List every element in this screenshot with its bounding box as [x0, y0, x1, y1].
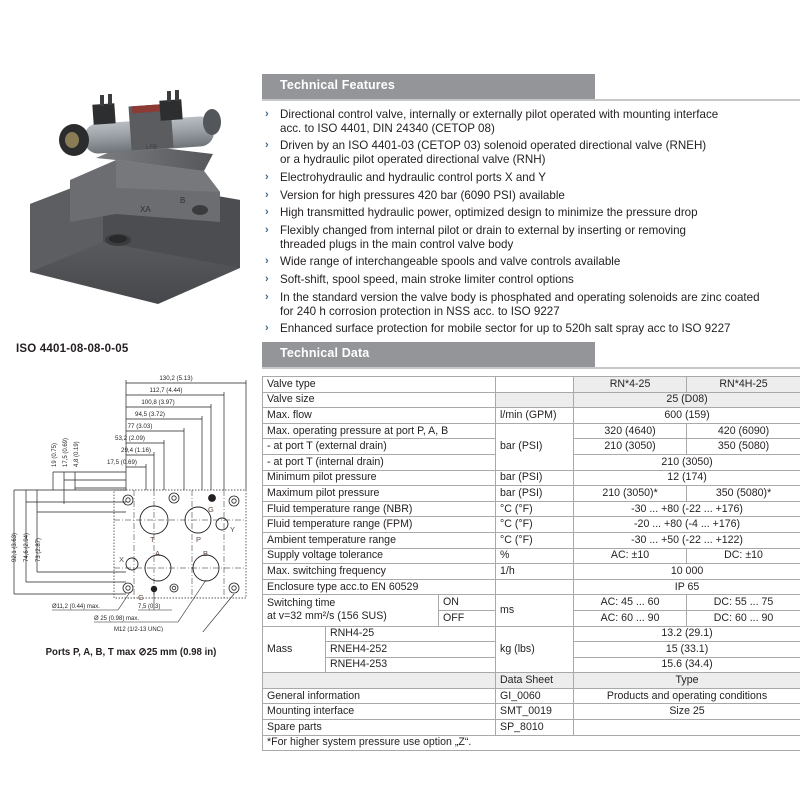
row-label: Maximum pilot pressure: [263, 486, 496, 502]
feature-item: [262, 171, 800, 185]
feature-line-1: Wide range of interchangeable spools and valve controls available: [280, 255, 621, 269]
row-unit: bar (PSI): [496, 486, 574, 502]
row-value: -30 ... +80 (-22 ... +176): [574, 501, 800, 517]
table-row: [263, 564, 800, 580]
row-value-b: 350 (5080): [687, 439, 800, 455]
mass-variant-name: RNEH4-253: [326, 657, 496, 673]
row-value-a: 210 (3050)*: [574, 486, 687, 502]
row-label: Valve size: [263, 392, 496, 408]
row-label: - at port T (internal drain): [263, 454, 496, 470]
row-value: [574, 720, 800, 736]
svg-text:17,5 (0.69): 17,5 (0.69): [107, 459, 137, 466]
chevron-right-icon: ›: [265, 322, 269, 335]
svg-text:G: G: [138, 593, 144, 602]
feature-item: [262, 189, 800, 203]
feature-item: [262, 108, 800, 135]
table-row: [263, 377, 800, 393]
row-value: -20 ... +80 (-4 ... +176): [574, 517, 800, 533]
chevron-right-icon: ›: [265, 291, 269, 304]
table-row: [263, 423, 800, 439]
feature-line-1: Driven by an ISO 4401-03 (CETOP 03) solenoid operated directional valve (RNEH): [280, 139, 707, 153]
features-header-underline: [262, 99, 800, 101]
svg-text:92,1 (3.63): 92,1 (3.63): [12, 532, 18, 562]
row-unit: °C (°F): [496, 517, 574, 533]
product-photo: [8, 72, 258, 320]
row-label: Valve type: [263, 377, 496, 393]
chevron-right-icon: ›: [265, 108, 269, 120]
row-label: [263, 673, 496, 689]
feature-line-1: Enhanced surface protection for mobile sector for up to 520h salt spray acc to ISO 9227: [280, 322, 731, 336]
feature-item: [262, 255, 800, 269]
row-unit: [496, 377, 574, 393]
mass-label: Mass: [263, 626, 326, 673]
row-unit: 1/h: [496, 564, 574, 580]
table-row: [263, 392, 800, 408]
row-value-a: AC: ±10: [574, 548, 687, 564]
row-value-a: 210 (3050): [574, 439, 687, 455]
mass-variant-value: 15 (33.1): [574, 642, 800, 658]
row-value-a: AC: 45 ... 60: [574, 595, 687, 611]
row-datasheet: SMT_0019: [496, 704, 574, 720]
svg-text:74,6 (2.94): 74,6 (2.94): [24, 532, 30, 562]
row-label: - at port T (external drain): [263, 439, 496, 455]
feature-line-1: Directional control valve, internally or externally pilot operated with mounting interface: [280, 108, 719, 121]
feature-item: [262, 322, 800, 336]
chevron-right-icon: ›: [265, 206, 269, 219]
svg-text:XA: XA: [140, 205, 151, 214]
row-label: Supply voltage tolerance: [263, 548, 496, 564]
feature-line-2: or a hydraulic pilot operated directional valve (RNH): [280, 152, 546, 166]
row-unit: kg (lbs): [496, 626, 574, 673]
row-value: -30 ... +50 (-22 ... +122): [574, 532, 800, 548]
svg-text:P: P: [196, 535, 202, 544]
feature-line-2: for 240 h corrosion protection in NSS acc. to ISO 9227: [280, 304, 560, 318]
row-label: Max. operating pressure at port P, A, B: [263, 423, 496, 439]
svg-text:Ø11,2 (0.44) max.: Ø11,2 (0.44) max.: [52, 604, 100, 610]
type-column-header: Type: [574, 673, 800, 689]
feature-line-1: Electrohydraulic and hydraulic control ports X and Y: [280, 170, 546, 184]
row-unit: [496, 392, 574, 408]
switching-time-on-sub: ON: [439, 595, 496, 611]
svg-text:94,5 (3.72): 94,5 (3.72): [135, 411, 165, 418]
chevron-right-icon: ›: [265, 255, 269, 268]
mass-variant-value: 15.6 (34.4): [574, 657, 800, 673]
row-value-b: DC: 60 ... 90: [687, 610, 800, 626]
table-row: [263, 501, 800, 517]
iso-code-label: ISO 4401-08-08-0-05: [16, 343, 129, 355]
svg-text:LFB: LFB: [146, 145, 158, 151]
table-row: [263, 688, 800, 704]
row-value: Size 25: [574, 704, 800, 720]
table-row: [263, 517, 800, 533]
row-value: 12 (174): [574, 470, 800, 486]
table-row: [263, 579, 800, 595]
row-unit: l/min (GPM): [496, 408, 574, 424]
table-row: [263, 486, 800, 502]
row-label: Ambient temperature range: [263, 532, 496, 548]
row-value-b: 420 (6090): [687, 423, 800, 439]
table-row-footnote: [263, 735, 800, 751]
chevron-right-icon: ›: [265, 224, 269, 237]
row-value: 10 000: [574, 564, 800, 580]
row-label: Spare parts: [263, 720, 496, 736]
row-unit: bar (PSI): [496, 423, 574, 470]
row-label: General information: [263, 688, 496, 704]
mass-variant-value: 13.2 (29.1): [574, 626, 800, 642]
feature-item: [262, 224, 800, 251]
dimension-drawing: [6, 372, 260, 632]
switching-time-off-sub: OFF: [439, 610, 496, 626]
feature-item: [262, 291, 800, 318]
technical-data-header: [262, 342, 800, 372]
feature-item: [262, 206, 800, 220]
chevron-right-icon: ›: [265, 139, 269, 152]
row-label: Enclosure type acc.to EN 60529: [263, 579, 496, 595]
row-label: Mounting interface: [263, 704, 496, 720]
data-header-underline: [262, 367, 800, 369]
ports-caption: Ports P, A, B, T max ⊘25 mm (0.98 in): [45, 646, 217, 658]
svg-text:17,5 (0.69): 17,5 (0.69): [63, 437, 69, 467]
row-label: Minimum pilot pressure: [263, 470, 496, 486]
row-label: Fluid temperature range (FPM): [263, 517, 496, 533]
column-header-b: RN*4H-25: [687, 377, 800, 393]
feature-line-1: Flexibly changed from internal pilot or drain to external by inserting or removing: [280, 224, 686, 238]
data-header-title: Technical Data: [280, 346, 370, 360]
row-label: Fluid temperature range (NBR): [263, 501, 496, 517]
feature-line-2: acc. to ISO 4401, DIN 24340 (CETOP 08): [280, 121, 495, 135]
svg-text:B: B: [180, 196, 186, 205]
svg-text:73 (2.87): 73 (2.87): [36, 537, 42, 562]
svg-text:X: X: [119, 555, 125, 564]
row-label: Max. switching frequency: [263, 564, 496, 580]
svg-text:M12 (1/2-13 UNC): M12 (1/2-13 UNC): [114, 627, 164, 632]
table-row: [263, 673, 800, 689]
svg-text:Ø 25 (0.98) max.: Ø 25 (0.98) max.: [94, 616, 140, 622]
table-footnote: *For higher system pressure use option „Z“.: [263, 735, 800, 751]
svg-text:112,7 (4.44): 112,7 (4.44): [149, 387, 183, 394]
svg-text:29,4 (1.16): 29,4 (1.16): [121, 447, 151, 454]
table-row: [263, 720, 800, 736]
features-list: [262, 108, 800, 340]
svg-text:G: G: [208, 505, 214, 514]
row-value: IP 65: [574, 579, 800, 595]
table-row: [263, 470, 800, 486]
switching-time-line-2: at v=32 mm²/s (156 SUS): [267, 610, 387, 623]
row-unit: %: [496, 548, 574, 564]
row-value-b: DC: 55 ... 75: [687, 595, 800, 611]
table-row: [263, 626, 800, 642]
mass-variant-name: RNEH4-252: [326, 642, 496, 658]
row-value: Products and operating conditions: [574, 688, 800, 704]
svg-text:130,2 (5.13): 130,2 (5.13): [159, 375, 193, 382]
table-row: [263, 532, 800, 548]
chevron-right-icon: ›: [265, 188, 269, 201]
svg-text:19 (0.75): 19 (0.75): [52, 442, 58, 467]
row-datasheet: SP_8010: [496, 720, 574, 736]
svg-text:Y: Y: [230, 525, 236, 534]
table-row: [263, 704, 800, 720]
svg-text:T: T: [150, 535, 155, 544]
column-header-a: RN*4-25: [574, 377, 687, 393]
svg-text:53,2 (2.09): 53,2 (2.09): [115, 435, 145, 442]
left-column: [0, 0, 262, 800]
row-unit: °C (°F): [496, 532, 574, 548]
right-column: [262, 0, 800, 800]
svg-text:B: B: [203, 549, 209, 558]
row-value: 210 (3050): [574, 454, 800, 470]
row-unit: ms: [496, 595, 574, 626]
feature-line-1: Version for high pressures 420 bar (6090 PSI) available: [280, 188, 565, 202]
feature-line-1: In the standard version the valve body is phosphated and operating solenoids are zinc coated: [280, 291, 760, 305]
feature-line-1: High transmitted hydraulic power, optimized design to minimize the pressure drop: [280, 206, 698, 220]
feature-item: [262, 139, 800, 166]
feature-line-2: threaded plugs in the main control valve body: [280, 237, 514, 251]
features-header-title: Technical Features: [280, 78, 396, 92]
row-value: 600 (159): [574, 408, 800, 424]
table-row: [263, 548, 800, 564]
row-datasheet: GI_0060: [496, 688, 574, 704]
mass-variant-name: RNH4-25: [326, 626, 496, 642]
row-value-b: 350 (5080)*: [687, 486, 800, 502]
row-unit: °C (°F): [496, 501, 574, 517]
valve-illustration: [8, 72, 258, 320]
svg-text:100,8 (3.97): 100,8 (3.97): [141, 399, 175, 406]
svg-text:A: A: [155, 549, 161, 558]
row-label: Max. flow: [263, 408, 496, 424]
technical-data-table: [262, 376, 800, 751]
svg-text:77 (3.03): 77 (3.03): [127, 423, 153, 430]
datasheet-column-header: Data Sheet: [496, 673, 574, 689]
svg-text:7,5 (0.3): 7,5 (0.3): [138, 604, 161, 610]
switching-time-label: [263, 595, 439, 626]
row-value-a: AC: 60 ... 90: [574, 610, 687, 626]
row-value-a: 320 (4640): [574, 423, 687, 439]
chevron-right-icon: ›: [265, 170, 269, 183]
feature-line-1: Soft-shift, spool speed, main stroke limiter control options: [280, 273, 574, 287]
svg-text:4,8 (0.19): 4,8 (0.19): [74, 441, 80, 467]
technical-features-header: [262, 74, 800, 104]
table-row: [263, 408, 800, 424]
row-unit: bar (PSI): [496, 470, 574, 486]
row-value-b: DC: ±10: [687, 548, 800, 564]
chevron-right-icon: ›: [265, 273, 269, 286]
feature-item: [262, 273, 800, 287]
row-value: 25 (D08): [574, 392, 800, 408]
row-unit: [496, 579, 574, 595]
switching-time-line-1: Switching time: [267, 597, 336, 610]
table-row: [263, 595, 800, 611]
